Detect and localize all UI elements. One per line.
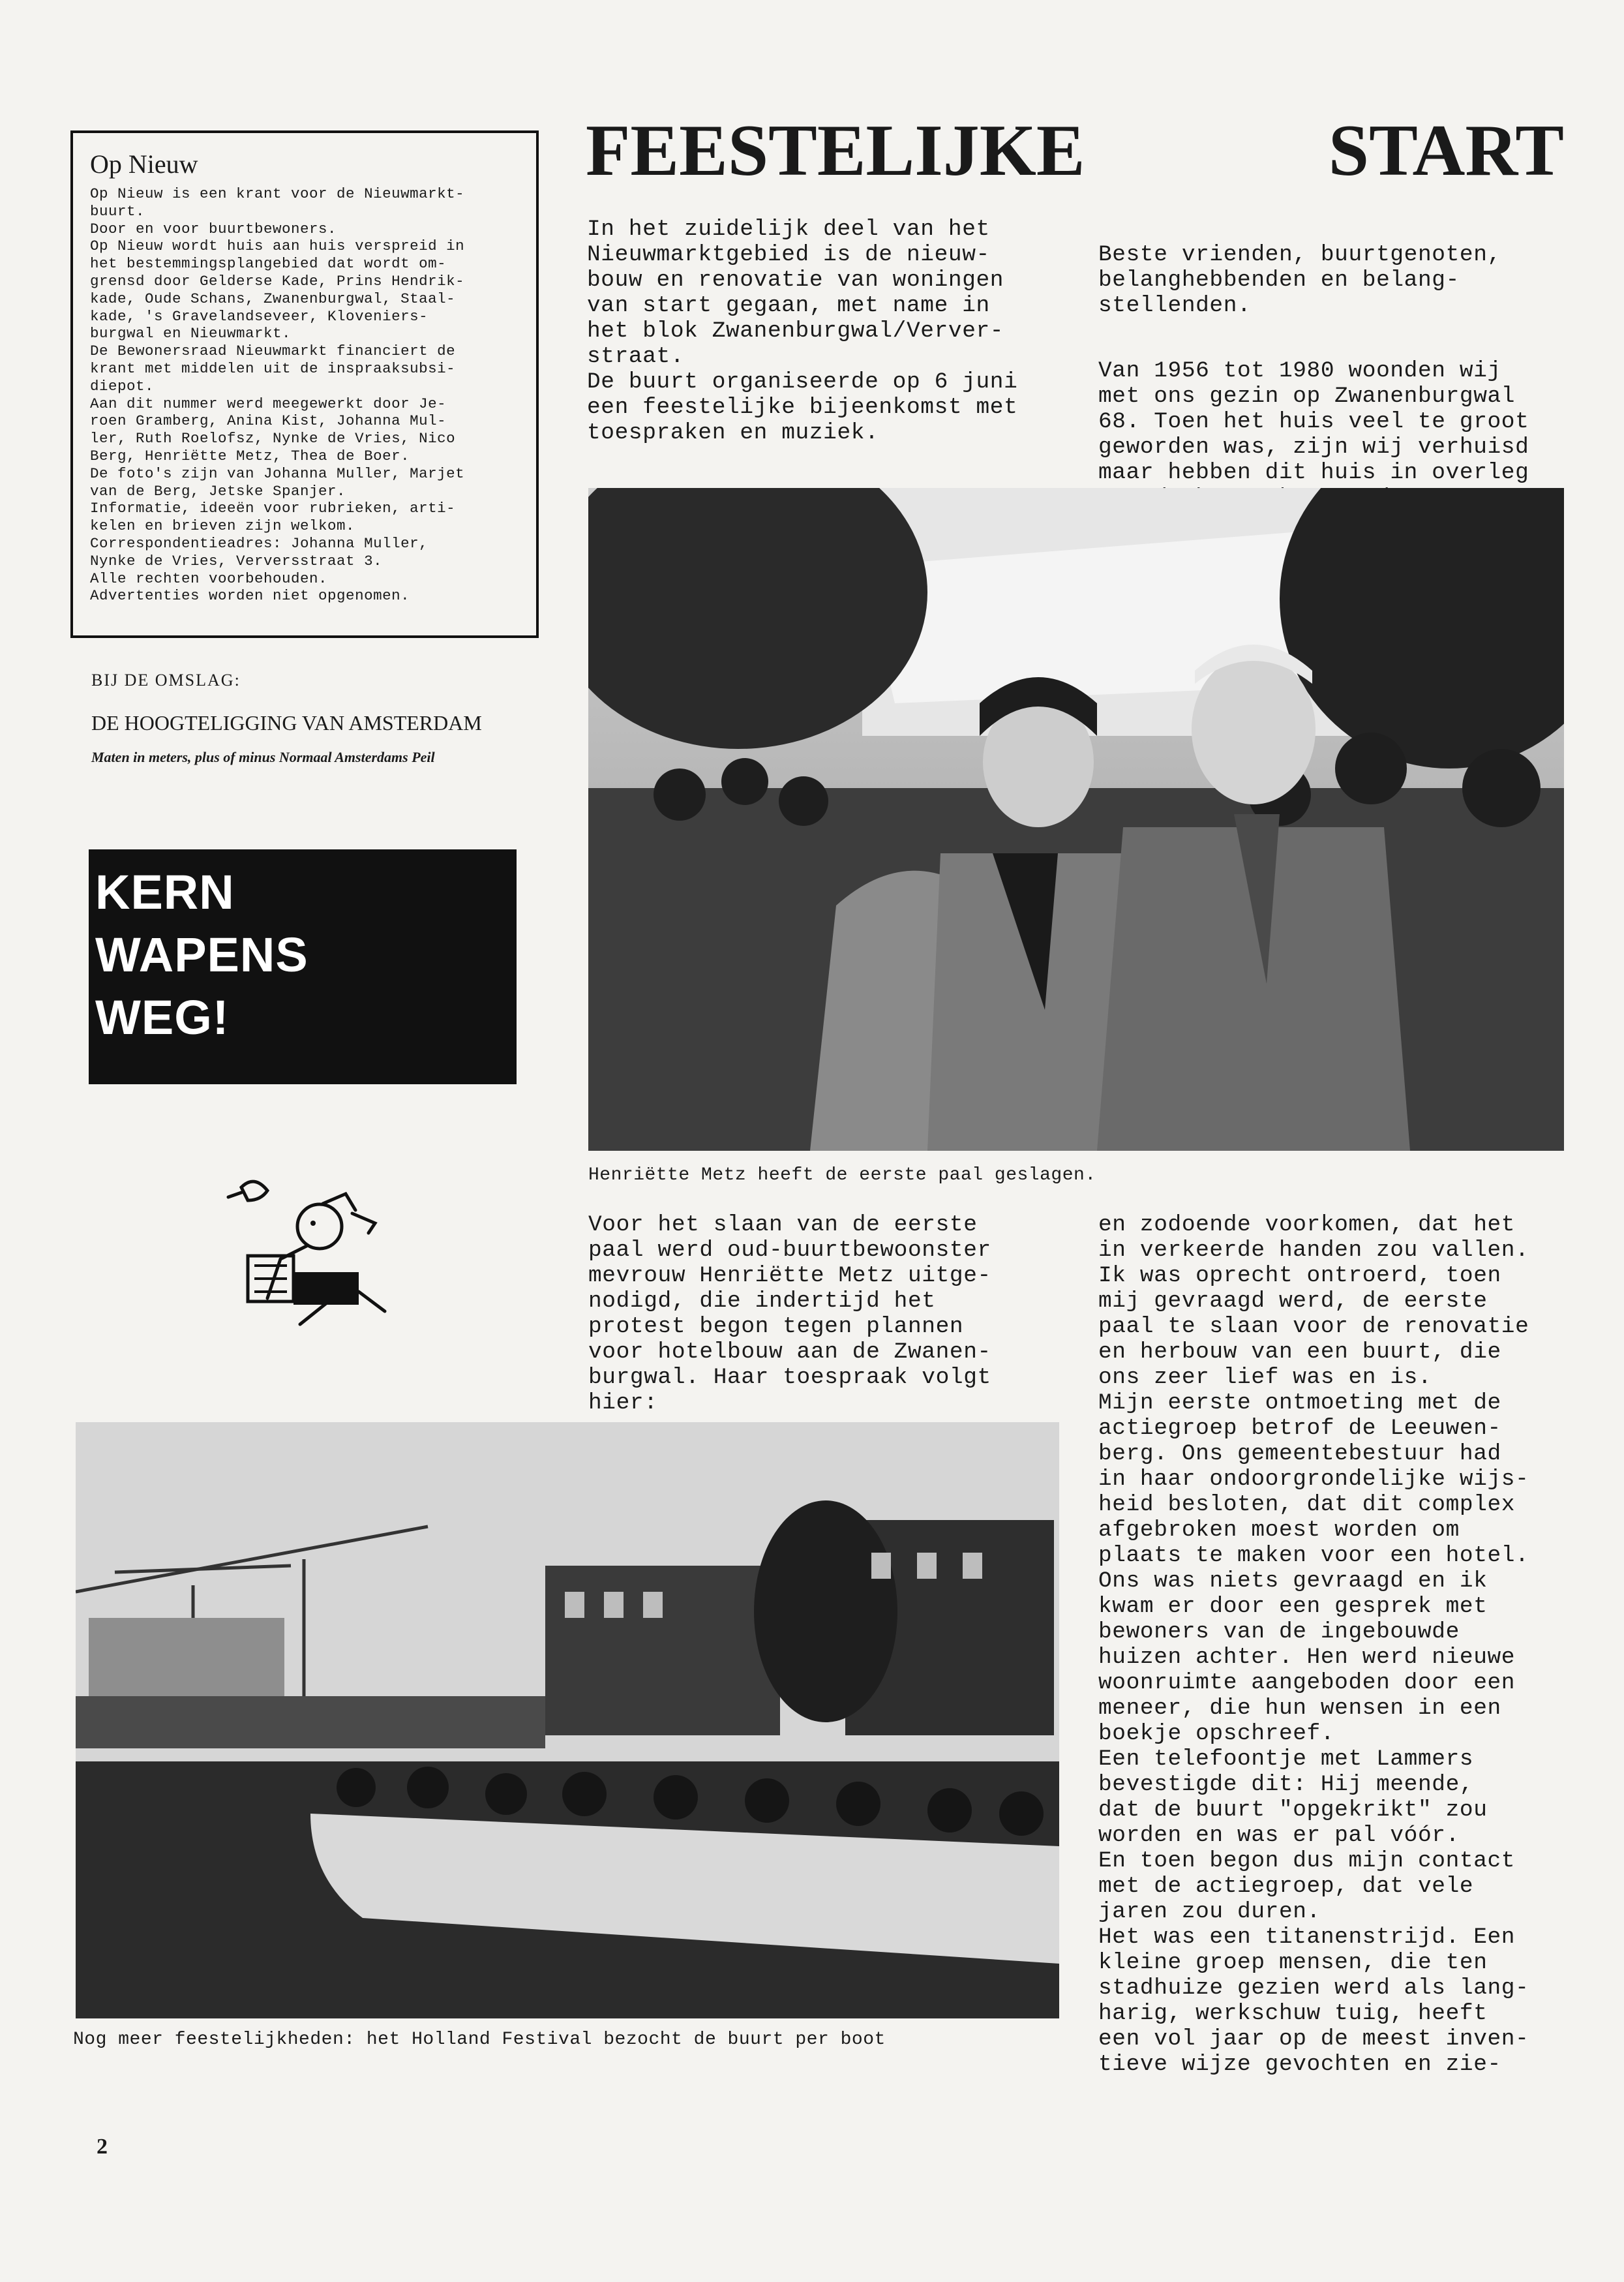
photo-boat-illustration: [76, 1422, 1059, 2018]
colophon-title: Op Nieuw: [90, 149, 198, 179]
colophon-box: [70, 130, 539, 638]
photo-first-pile-ceremony: [588, 488, 1564, 1151]
intro-right-paragraph-2: Van 1956 tot 1980 woonden wij met ons gezin op Zwanenburgwal 68. Toen het huis veel te groot geworden was, zijn wij verhuisd maar hebben dit huis in overleg: [1098, 358, 1529, 485]
body-right-column: en zodoende voorkomen, dat het in verkeerde handen zou vallen. Ik was oprecht ontroerd, toen mij gevraagd werd, de eerste paal te slaan voor de renovatie en herbouw van een buurt, die ons zeer lief was en is. Mijn eerste ontmoeting met de actiegroep betrof de Leeuwen- berg. Ons gemeentebestuur had in haar ondoorgrondelijke wijs- heid besloten, dat dit complex afgebroken moest worden om plaats te maken voor een hotel. Ons was niets gevraagd en ik kwam er door een gesprek met bewoners van de ingebouwde huizen achter. Hen werd nieuwe woonruimte aangeboden door een meneer, die hun wensen in een boekje opschreef. Een telefoontje met Lammers bevestigde dit: Hij meende, dat de buurt "opgekrikt" zou worden en was er pal vóór. En toen begon dus mijn contact met de actiegroep, dat vele jaren zou duren. Het was een titanenstrijd. Een kleine groep mensen, die ten stadhuize gezien werd als lang- harig, werkschuw tuig, heeft een vol jaar op de meest inven- tieve wijze gevochten en zie-: [1098, 1212, 1529, 2077]
cover-title: DE HOOGTELIGGING VAN AMSTERDAM: [91, 711, 482, 735]
photo-caption-main: Henriëtte Metz heeft de eerste paal geslagen.: [588, 1165, 1096, 1185]
body-left-column: Voor het slaan van de eerste paal werd oud-buurtbewoonster mevrouw Henriëtte Metz uitge- nodigd, die indertijd het protest begon tegen plannen voor hotelbouw aan de Zwanen- burgwal. Haar toespraak volgt hier:: [588, 1212, 991, 1416]
cartoon-figure-icon: [215, 1174, 398, 1331]
banner-line-1: KERN: [95, 865, 235, 919]
article-headline: [586, 110, 1564, 191]
mascot-cartoon: [215, 1174, 398, 1331]
intro-left-column: In het zuidelijk deel van het Nieuwmarktgebied is de nieuw- bouw en renovatie van woningen van start gegaan, met name in het blok Zwanenburgwal/Verver- straat. De buurt organiseerde op 6 juni een feestelijke bijeenkomst met toespraken en muziek.: [587, 217, 1018, 446]
banner-line-2: WAPENS: [95, 928, 308, 982]
intro-right-paragraph-1: Beste vrienden, buurtgenoten, belanghebbenden en belang- stellenden.: [1098, 242, 1501, 318]
cover-subtitle: Maten in meters, plus of minus Normaal Amsterdams Peil: [91, 749, 435, 765]
page-number: 2: [97, 2135, 108, 2159]
photo-caption-boat: Nog meer feestelijkheden: het Holland Festival bezocht de buurt per boot: [73, 2030, 886, 2050]
cover-heading: BIJ DE OMSLAG:: [91, 671, 241, 690]
colophon-text: Op Nieuw is een krant voor de Nieuwmarkt- buurt. Door en voor buurtbewoners. Op Nieuw wordt huis aan huis verspreid in het bestemmingsplangebied dat wordt om- grensd door Gelderse Kade, Prins Hendrik- kade, Oude Schans, Zwanenburgwal, Staal- kade, 's Gravelandseveer, Kloveniers- burgwal en Nieuwmarkt. De Bewonersraad Nieuwmarkt financiert de krant met middelen uit de inspraaksubsi- diepot. Aan dit nummer werd meegewerkt door Je- roen Gramberg, Anina Kist, Johanna Mul- ler, Ruth Roelofsz, Nynke de Vries, Nico Berg, Henriëtte Metz, Thea de Boer. De foto's zijn van Johanna Muller, Marjet van de Berg, Jetske Spanjer. Informatie, ideeën voor rubrieken, arti- kelen en brieven zijn welkom. Correspondentieadres: Johanna Muller, Nynke de Vries, Verversstraat 3. Alle rechten voorbehouden. Advertenties worden niet opgenomen.: [90, 185, 465, 605]
headline-word-2: START: [1328, 110, 1564, 191]
anti-nuclear-banner: [89, 849, 517, 1084]
headline-word-1: FEESTELIJKE: [586, 110, 1085, 191]
photo-crowd-illustration: [588, 488, 1564, 1151]
photo-holland-festival-boat: [76, 1422, 1059, 2018]
banner-line-3: WEG!: [95, 990, 230, 1044]
